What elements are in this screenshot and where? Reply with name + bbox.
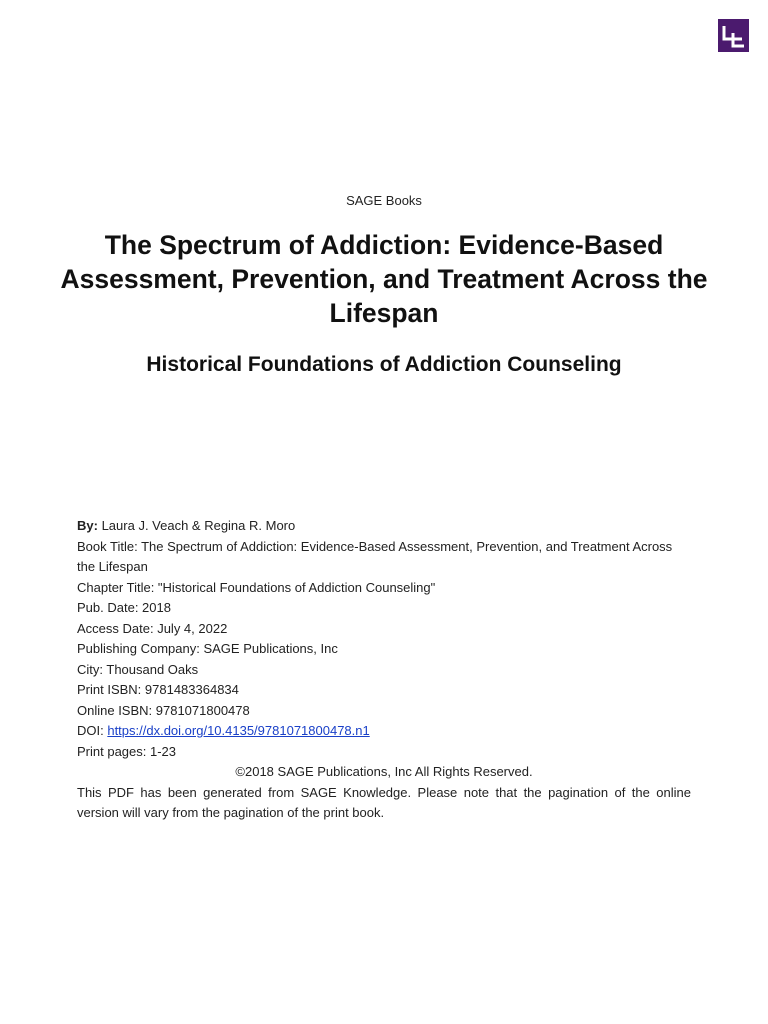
by-label: By: [77, 518, 98, 533]
book-title: The Spectrum of Addiction: Evidence-Based Assessment, Prevention, and Treatment Across the Lifespan [60, 230, 708, 328]
print-pages: Print pages: 1-23 [77, 743, 177, 759]
authors: Laura J. Veach & Regina R. Moro [101, 518, 296, 533]
sage-logo-icon [718, 19, 749, 52]
print-isbn: Print ISBN: 9781483364834 [77, 682, 239, 697]
access-date: Access Date: July 4, 2022 [77, 620, 228, 636]
series-label: SAGE Books [346, 193, 422, 208]
authors-line [77, 516, 691, 537]
pagination-notice: This PDF has been generated from SAGE Knowledge. Please note that the pagination of the online version will vary from the pagination of the print book. [77, 784, 691, 820]
doi-line [77, 721, 691, 742]
online-isbn: Online ISBN: 9781071800478 [77, 702, 250, 718]
doi-label: DOI: [77, 723, 108, 738]
doi-link[interactable]: https://dx.doi.org/10.4135/9781071800478.n1 [107, 723, 370, 738]
book-title-line: Book Title: The Spectrum of Addiction: Evidence-Based Assessment, Prevention, and Treatment Across the Lifespan [77, 538, 673, 574]
city: City: Thousand Oaks [77, 661, 199, 677]
chapter-title-line: Chapter Title: "Historical Foundations of Addiction Counseling" [77, 579, 436, 595]
pub-date: Pub. Date: 2018 [77, 600, 171, 615]
chapter-title: Historical Foundations of Addiction Counseling [146, 353, 622, 376]
publisher: Publishing Company: SAGE Publications, Inc [77, 641, 338, 656]
copyright-notice: ©2018 SAGE Publications, Inc All Rights Reserved. [235, 764, 533, 779]
citation-metadata [77, 516, 691, 824]
